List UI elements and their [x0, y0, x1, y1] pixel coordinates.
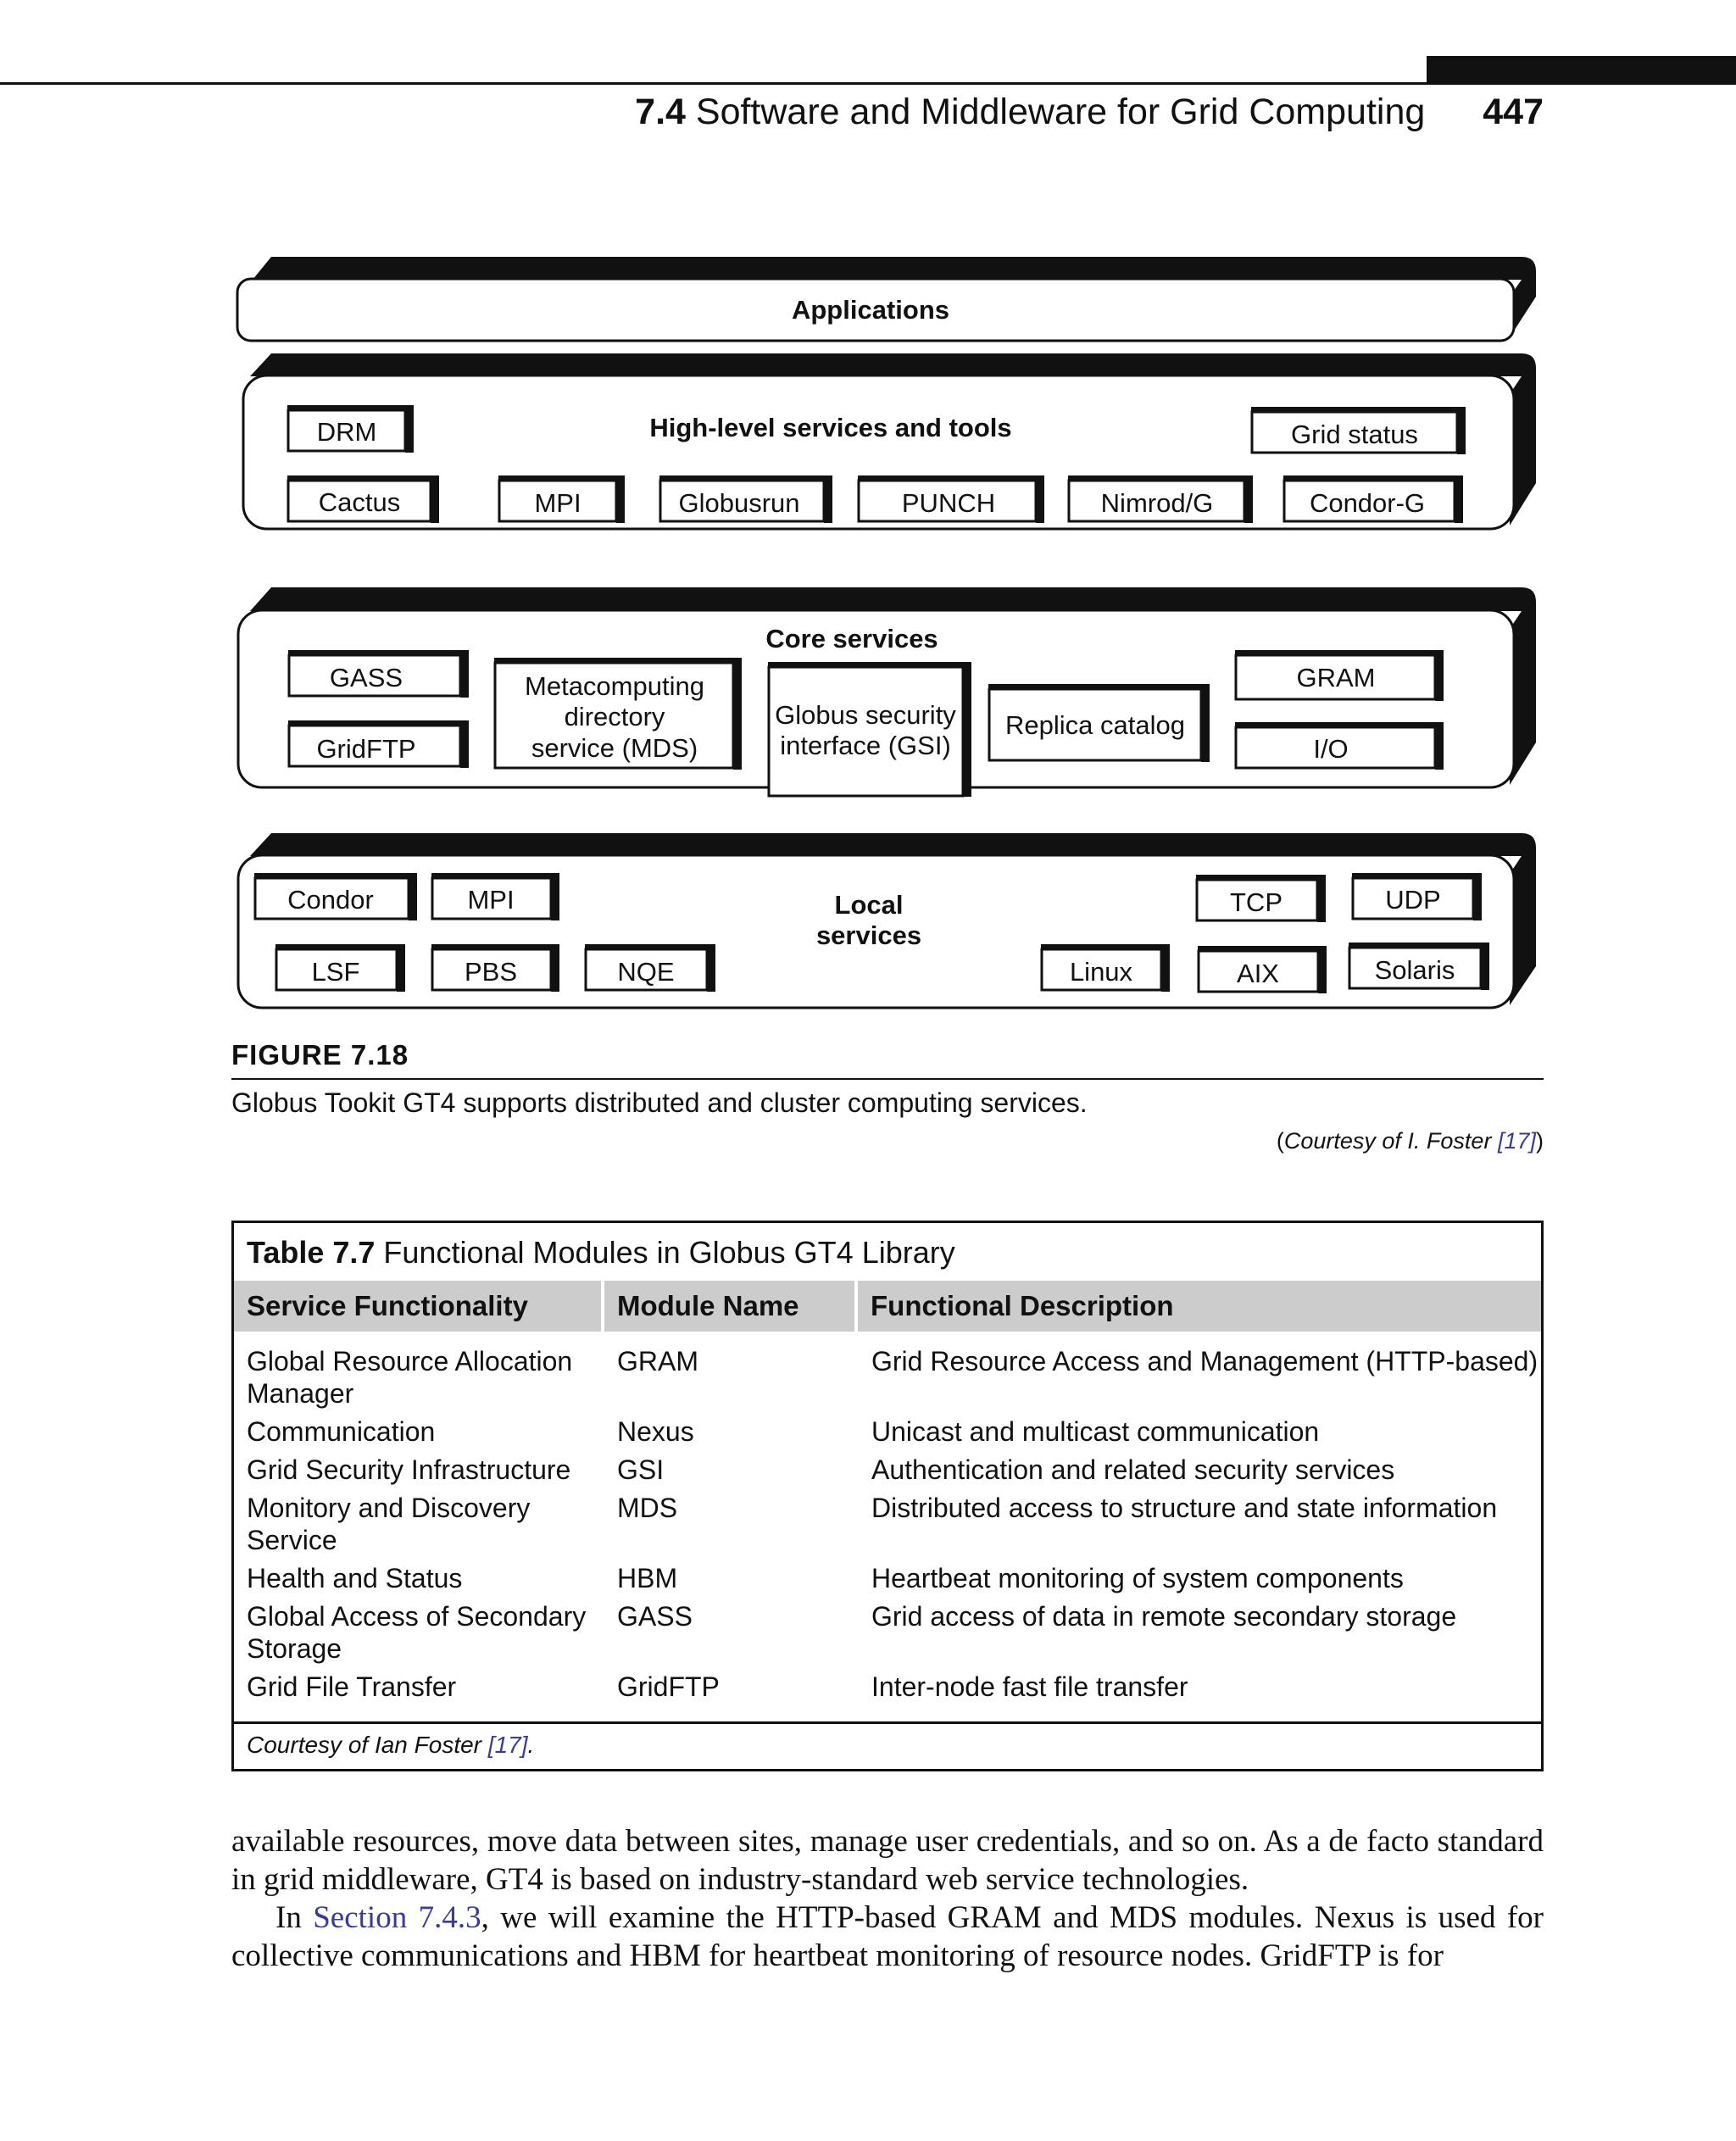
table-footer-reference-link[interactable]: [17]	[487, 1732, 528, 1758]
cell-service: Global Access of Secondary Storage	[247, 1601, 587, 1664]
high-level-label: High-level services and tools	[649, 413, 1012, 442]
cell-module: MDS	[617, 1493, 678, 1523]
gridftp-box	[288, 720, 469, 768]
nimrod-box	[1068, 475, 1253, 523]
figure-label: FIGURE 7.18	[231, 1039, 409, 1070]
pbs-box	[431, 944, 559, 992]
section-link[interactable]: Section 7.4.3	[313, 1900, 481, 1935]
cell-description: Distributed access to structure and state information	[871, 1493, 1498, 1523]
gridftp-label: GridFTP	[316, 734, 416, 764]
cell-module: Nexus	[617, 1416, 694, 1447]
grid-status-box	[1251, 407, 1466, 454]
body-paragraph-2	[231, 1899, 1544, 1975]
punch-box	[858, 475, 1044, 523]
mpi-local-label: MPI	[467, 885, 515, 915]
udp-box	[1352, 873, 1482, 920]
mds-label-2: directory	[564, 702, 665, 731]
aix-label: AIX	[1237, 959, 1279, 988]
credit-close: )	[1536, 1128, 1544, 1154]
cell-service: Grid File Transfer	[247, 1671, 457, 1702]
gsi-box	[768, 662, 971, 797]
credit-text: Courtesy of I. Foster	[1283, 1128, 1498, 1154]
gass-label: GASS	[329, 663, 403, 692]
condor-label: Condor	[287, 885, 374, 915]
table-footer-text: Courtesy of Ian Foster	[247, 1732, 488, 1758]
cell-module: HBM	[617, 1563, 678, 1593]
lsf-label: LSF	[311, 957, 360, 987]
cell-module: GRAM	[617, 1346, 698, 1376]
cell-description: Unicast and multicast communication	[871, 1416, 1320, 1447]
p2-rest: , we will examine the HTTP-based GRAM and MDS modules. Nexus is used for collective communications and HBM for heartbeat monitoring of resource nodes. GridFTP is for	[231, 1900, 1544, 1973]
mds-label-3: service (MDS)	[531, 733, 698, 763]
table-footer-end: .	[527, 1732, 535, 1758]
header-black-tab	[1427, 56, 1736, 85]
figure-caption: Globus Tookit GT4 supports distributed and cluster computing services.	[231, 1087, 1088, 1118]
column-header-description: Functional Description	[858, 1281, 1541, 1332]
nqe-box	[585, 944, 715, 992]
high-level-band	[243, 353, 1536, 529]
column-header-module: Module Name	[604, 1281, 854, 1332]
cell-service: Global Resource Allocation Manager	[247, 1346, 573, 1409]
cactus-label: Cactus	[318, 487, 401, 517]
running-head	[635, 92, 1544, 133]
replica-catalog-box	[988, 684, 1210, 762]
cell-module: GSI	[617, 1454, 665, 1485]
cell-service: Monitory and Discovery Service	[247, 1493, 531, 1555]
credit-reference-link[interactable]: [17]	[1497, 1128, 1536, 1154]
mpi-box-high	[498, 475, 625, 523]
globusrun-label: Globusrun	[678, 488, 800, 518]
section-title: Software and Middleware for Grid Computing	[695, 92, 1426, 132]
column-header-service: Service Functionality	[234, 1281, 601, 1332]
cell-module: GridFTP	[617, 1671, 720, 1702]
condor-box	[254, 873, 417, 920]
core-services-label: Core services	[765, 624, 938, 653]
applications-band	[237, 257, 1536, 341]
body-paragraph-1: available resources, move data between sites, manage user credentials, and so on. As a de facto standard in grid middleware, GT4 is based on industry-standard web service technologies.	[231, 1824, 1544, 1897]
local-services-band	[238, 833, 1536, 1008]
cell-description: Authentication and related security services	[871, 1454, 1395, 1485]
grid-status-label: Grid status	[1291, 420, 1418, 449]
mds-label-1: Metacomputing	[525, 671, 704, 701]
page-number: 447	[1483, 92, 1544, 132]
punch-label: PUNCH	[901, 488, 996, 518]
io-label: I/O	[1313, 734, 1349, 764]
io-box	[1235, 722, 1444, 770]
gsi-label-2: interface (GSI)	[780, 731, 951, 760]
applications-label: Applications	[791, 295, 950, 325]
table-footer	[247, 1732, 534, 1759]
table-label: Table 7.7	[247, 1235, 376, 1270]
tcp-label: TCP	[1230, 887, 1283, 917]
mpi-high-label: MPI	[534, 488, 581, 518]
cell-service: Grid Security Infrastructure	[247, 1454, 571, 1485]
condor-g-box	[1283, 475, 1463, 523]
core-services-band	[238, 587, 1536, 797]
gsi-label-1: Globus security	[775, 700, 956, 730]
lsf-box	[275, 944, 405, 992]
tcp-box	[1196, 875, 1326, 922]
p2-start: In	[275, 1900, 314, 1935]
cell-service: Communication	[247, 1416, 436, 1447]
nqe-label: NQE	[617, 957, 675, 987]
table-title-text: Functional Modules in Globus GT4 Library	[383, 1235, 955, 1270]
solaris-label: Solaris	[1374, 955, 1455, 985]
local-services-label-2: services	[815, 920, 922, 950]
linux-box	[1041, 944, 1170, 992]
table-title	[247, 1235, 955, 1271]
cactus-box	[287, 475, 439, 523]
table-footer-rule	[234, 1721, 1541, 1724]
globus-architecture-diagram	[0, 246, 1736, 1017]
condor-g-label: Condor-G	[1309, 488, 1426, 518]
drm-label: DRM	[316, 417, 377, 447]
cell-module: GASS	[617, 1601, 693, 1632]
globusrun-box	[659, 475, 832, 523]
replica-catalog-label: Replica catalog	[1005, 710, 1185, 740]
cell-description: Grid Resource Access and Management (HTTP-based)	[871, 1346, 1538, 1376]
mds-box	[494, 658, 742, 770]
credit-open: (	[1276, 1128, 1284, 1154]
figure-caption-rule	[231, 1078, 1544, 1080]
modules-table	[231, 1221, 1544, 1771]
figure-credit	[1277, 1128, 1544, 1154]
aix-box	[1198, 946, 1327, 993]
table-header-row	[234, 1281, 1541, 1332]
udp-label: UDP	[1385, 885, 1441, 915]
drm-box	[287, 405, 414, 453]
cell-description: Grid access of data in remote secondary storage	[871, 1601, 1457, 1632]
gass-box	[288, 650, 469, 698]
gram-label: GRAM	[1296, 663, 1376, 692]
cell-service: Health and Status	[247, 1563, 463, 1593]
section-number: 7.4	[635, 92, 686, 132]
linux-label: Linux	[1069, 957, 1133, 987]
local-services-label-1: Local	[834, 890, 904, 920]
nimrod-label: Nimrod/G	[1100, 488, 1214, 518]
gram-box	[1235, 650, 1444, 701]
cell-description: Inter-node fast file transfer	[871, 1671, 1188, 1702]
pbs-label: PBS	[464, 957, 518, 987]
cell-description: Heartbeat monitoring of system components	[871, 1563, 1404, 1593]
solaris-box	[1349, 943, 1489, 990]
mpi-box-local	[431, 873, 559, 920]
